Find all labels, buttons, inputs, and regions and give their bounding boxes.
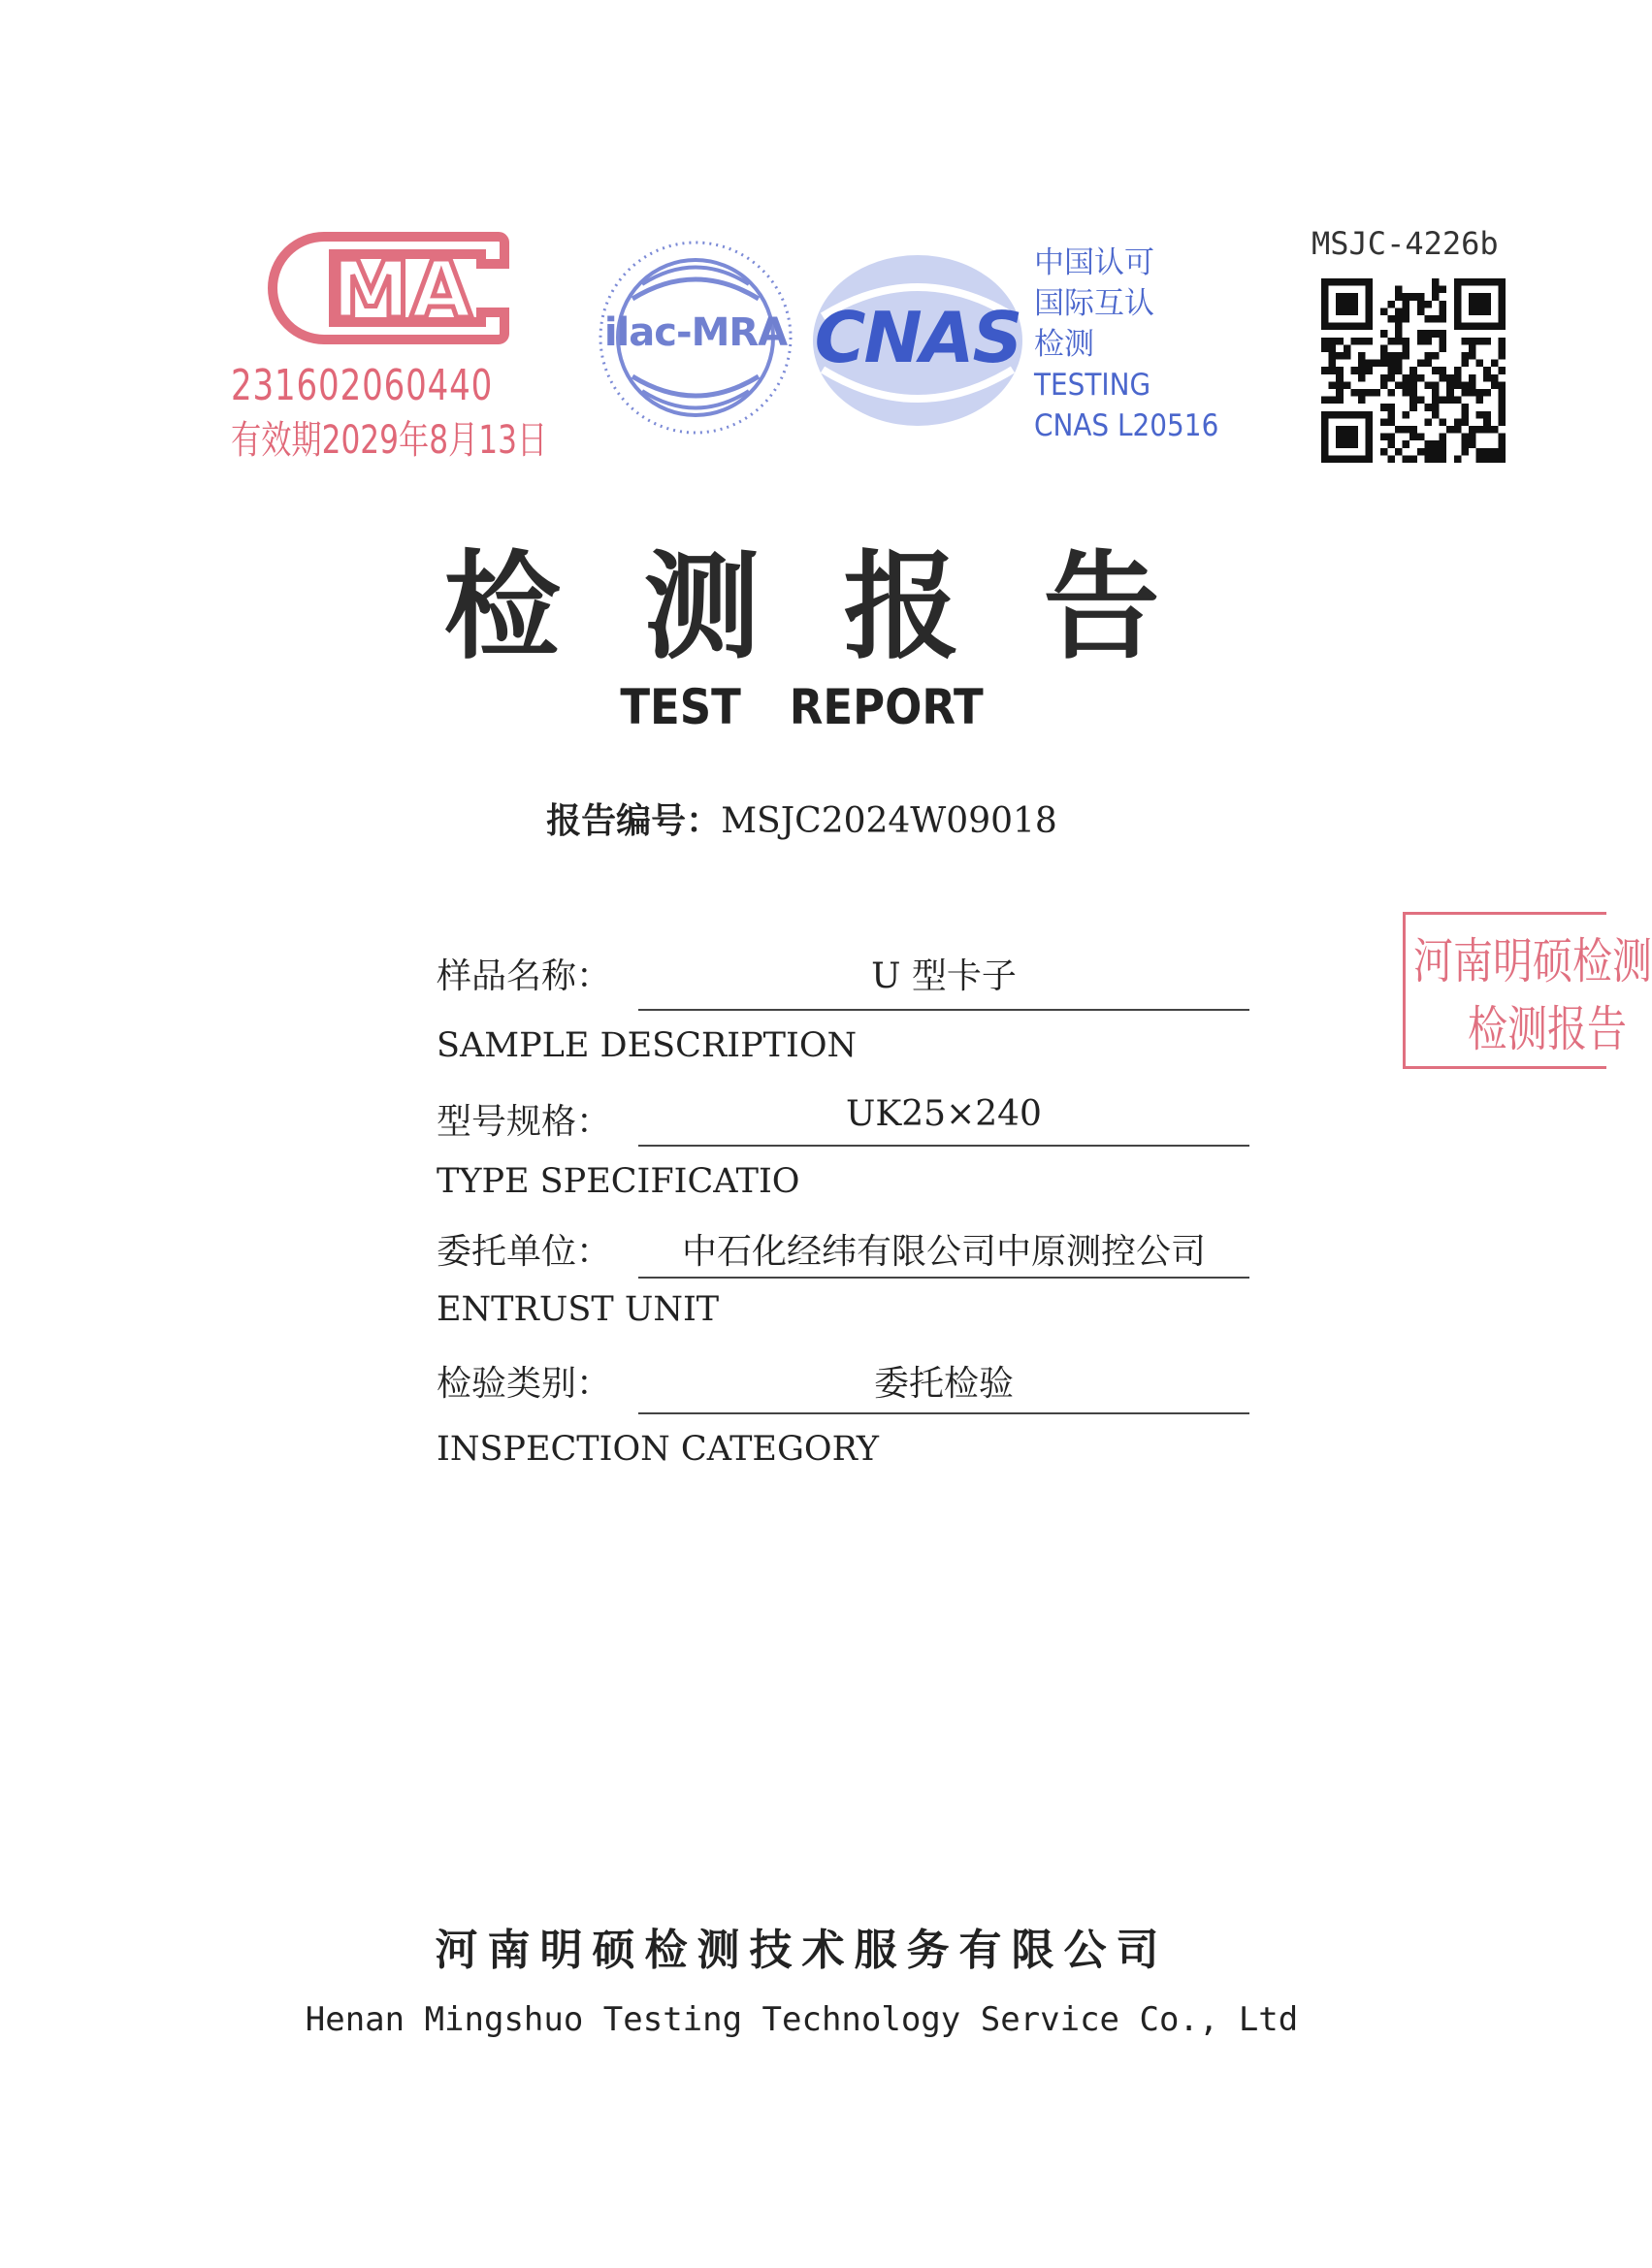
type-label: 型号规格： bbox=[437, 1102, 612, 1142]
side-seal-stamp bbox=[1403, 912, 1652, 1069]
cnas-line-mutual-recognition: 国际互认 bbox=[1034, 286, 1154, 321]
side-seal-line2: 检测报告 bbox=[1468, 1001, 1627, 1057]
cnas-line-testing: TESTING bbox=[1034, 368, 1151, 403]
category-underline bbox=[638, 1412, 1249, 1414]
cnas-logo bbox=[801, 248, 1034, 433]
page-title: 检测报告 bbox=[443, 538, 1244, 675]
ilac-text: ilac-MRA bbox=[603, 310, 788, 355]
cma-logo-icon bbox=[266, 225, 518, 351]
cnas-line-china-accredited: 中国认可 bbox=[1034, 245, 1154, 280]
svg-text:MA: MA bbox=[331, 244, 472, 337]
cnas-accreditation-text bbox=[1034, 243, 1239, 446]
report-number bbox=[0, 794, 1603, 843]
sample-label: 样品名称： bbox=[437, 956, 612, 996]
cma-number: 231602060440 bbox=[231, 361, 494, 410]
page-title-en: TEST REPORT bbox=[620, 679, 984, 735]
type-underline bbox=[638, 1145, 1249, 1147]
category-label-en: INSPECTION CATEGORY bbox=[437, 1430, 879, 1469]
company-name-en: Henan Mingshuo Testing Technology Service Co., Ltd bbox=[305, 2000, 1299, 2039]
type-value: UK25×240 bbox=[846, 1094, 1042, 1134]
company-name-cn: 河南明硕检测技术服务有限公司 bbox=[435, 1926, 1169, 1975]
entrust-label: 委托单位： bbox=[437, 1232, 612, 1272]
type-label-en: TYPE SPECIFICATIO bbox=[437, 1162, 800, 1201]
sample-underline bbox=[638, 1009, 1249, 1011]
cnas-text: CNAS bbox=[814, 297, 1021, 378]
sample-label-en: SAMPLE DESCRIPTION bbox=[437, 1026, 858, 1065]
side-seal-line1: 河南明硕检测 bbox=[1413, 933, 1652, 989]
category-value: 委托检验 bbox=[873, 1364, 1014, 1404]
entrust-value: 中石化经纬有限公司中原测控公司 bbox=[681, 1232, 1206, 1272]
report-number-label: 报告编号： bbox=[546, 801, 722, 841]
sample-value: U 型卡子 bbox=[871, 956, 1017, 996]
qr-code-label: MSJC-4226b bbox=[1312, 225, 1499, 262]
cma-validity: 有效期2029年8月13日 bbox=[231, 418, 548, 463]
entrust-label-en: ENTRUST UNIT bbox=[437, 1290, 720, 1329]
cnas-line-testing-cn: 检测 bbox=[1034, 327, 1094, 362]
category-label: 检验类别： bbox=[437, 1364, 612, 1404]
report-number-value: MSJC2024W09018 bbox=[721, 801, 1057, 841]
ilac-mra-logo bbox=[594, 231, 797, 444]
cma-stamp bbox=[231, 225, 561, 463]
qr-code-icon bbox=[1321, 277, 1506, 464]
cnas-line-number: CNAS L20516 bbox=[1034, 408, 1219, 443]
entrust-underline bbox=[638, 1277, 1249, 1279]
